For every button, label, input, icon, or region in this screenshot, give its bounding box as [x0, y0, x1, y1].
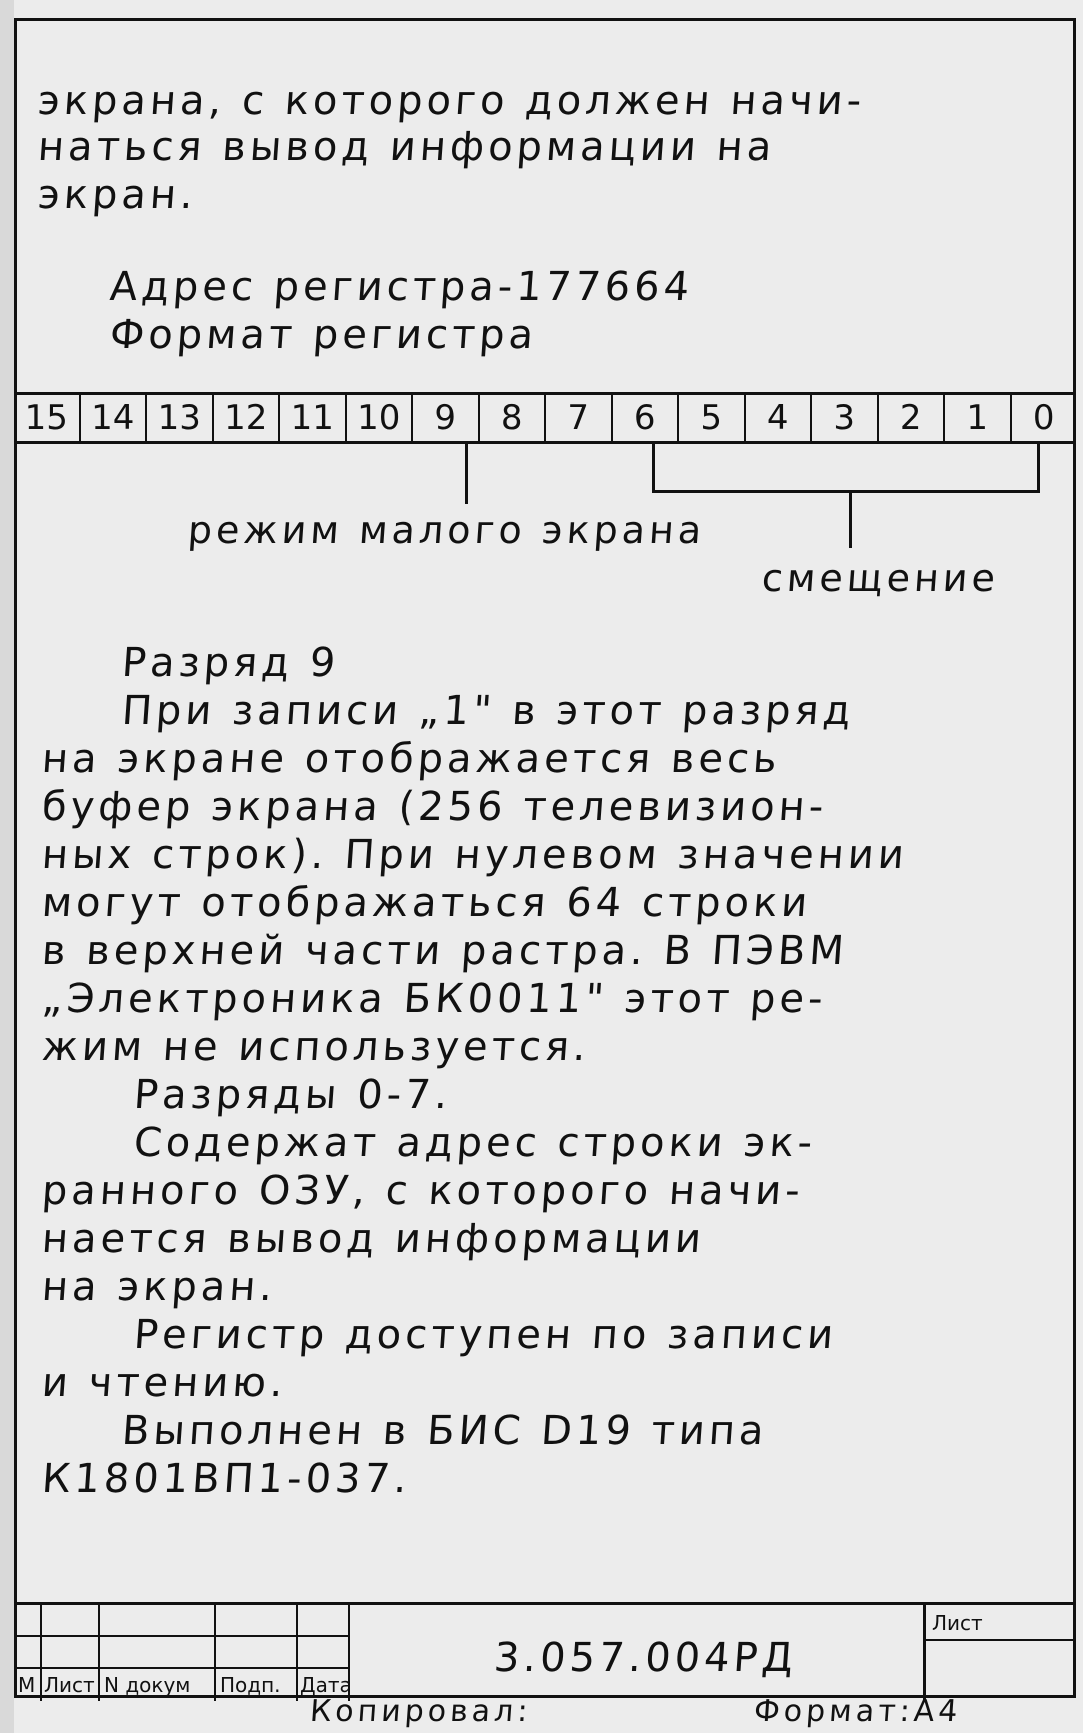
bit9-pointer-line — [465, 444, 468, 504]
title-block — [14, 1602, 1076, 1701]
bit-cell: 0 — [1032, 398, 1055, 438]
small-screen-label: режим малого экрана — [186, 508, 707, 552]
body-line: Разряды 0-7. — [132, 1072, 453, 1118]
col-date-label: Дата — [300, 1673, 352, 1697]
bit-cell: 6 — [613, 395, 680, 441]
body-line: могут отображаться 64 строки — [40, 880, 813, 926]
bit-cell: 13 — [147, 395, 214, 441]
bit-cell: 15 — [14, 395, 81, 441]
intro-line-3: экран. — [36, 172, 199, 218]
document-number: 3.057.004РД — [492, 1635, 799, 1681]
body-line: Разряд 9 — [120, 640, 341, 686]
body-line: нается вывод информации — [40, 1216, 707, 1262]
copied-by-label: Копировал: — [308, 1694, 533, 1729]
body-line: Содержат адрес строки эк- — [132, 1120, 818, 1166]
bit-cell: 8 — [480, 395, 547, 441]
body-line: жим не используется. — [40, 1024, 592, 1070]
register-address: Адрес регистра-177664 — [108, 264, 695, 310]
body-line: на экран. — [40, 1264, 278, 1310]
body-line: ранного ОЗУ, с которого начи- — [40, 1168, 806, 1214]
register-format: Формат регистра — [108, 312, 539, 358]
body-line: в верхней части растра. В ПЭВМ — [40, 928, 850, 974]
body-line: Регистр доступен по записи — [132, 1312, 839, 1358]
bit-cell: 9 — [413, 395, 480, 441]
col-ndoc-label: N докум — [104, 1673, 191, 1697]
body-line: буфер экрана (256 телевизион- — [40, 784, 829, 830]
bit-cell: 12 — [214, 395, 281, 441]
bit-cell: 11 — [280, 395, 347, 441]
bit-cell: 10 — [347, 395, 414, 441]
bit-cell: 14 — [81, 395, 148, 441]
body-line: К1801ВП1-037. — [40, 1456, 413, 1502]
bit-table — [14, 392, 1076, 444]
bit-cell: 2 — [879, 395, 946, 441]
body-line: Выполнен в БИС D19 типа — [120, 1408, 770, 1454]
offset-bracket-stem — [849, 490, 852, 548]
bit-cell: 4 — [746, 395, 813, 441]
body-line: и чтению. — [40, 1360, 289, 1406]
document-sheet — [14, 0, 1083, 1733]
format-label: Формат:А4 — [752, 1694, 963, 1729]
offset-label: смещение — [760, 556, 1001, 600]
body-line: При записи „1" в этот разряд — [120, 688, 857, 734]
offset-bracket-left — [652, 444, 655, 492]
col-list-label: Лист — [44, 1673, 95, 1697]
body-line: ных строк). При нулевом значении — [40, 832, 910, 878]
bit-cell: 3 — [812, 395, 879, 441]
bit-cell: 5 — [679, 395, 746, 441]
col-sign-label: Подп. — [220, 1673, 281, 1697]
body-line: „Электроника БК0011" этот ре- — [40, 976, 829, 1022]
intro-line-2: наться вывод информации на — [36, 124, 777, 170]
intro-line-1: экрана, с которого должен начи- — [36, 78, 867, 124]
offset-bracket-right — [1037, 444, 1040, 492]
col-m-label: М — [18, 1673, 36, 1697]
offset-bracket-bottom — [652, 490, 1040, 493]
sheet-label: Лист — [932, 1611, 983, 1635]
bit-cell: 7 — [546, 395, 613, 441]
body-line: на экране отображается весь — [40, 736, 783, 782]
bit-cell: 1 — [945, 395, 1012, 441]
